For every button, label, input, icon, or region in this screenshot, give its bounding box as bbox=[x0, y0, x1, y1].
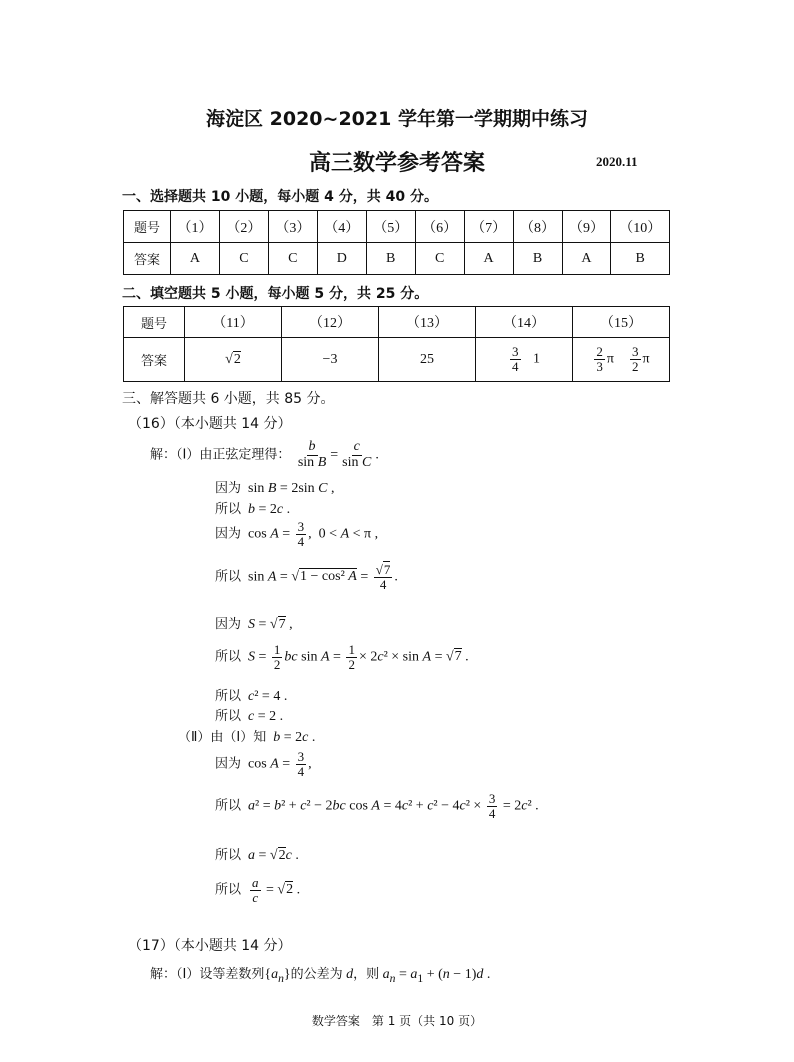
cell-number: （10） bbox=[611, 211, 670, 243]
section1-heading: 一、选择题共 10 小题，每小题 4 分，共 40 分。 bbox=[122, 189, 438, 205]
cell-number: （5） bbox=[366, 211, 415, 243]
q16-part2-line-1: （Ⅱ）由（Ⅰ）知 b = 2c . bbox=[178, 730, 316, 745]
cell-answer-12: −3 bbox=[282, 338, 379, 382]
cell-answer: A bbox=[464, 243, 513, 275]
q16-line-2: 因为 sin B = 2sin C , bbox=[215, 481, 335, 496]
row-label-number: 题号 bbox=[124, 211, 171, 243]
cell-answer: C bbox=[268, 243, 317, 275]
cell-answer-13: 25 bbox=[379, 338, 476, 382]
cell-number: （6） bbox=[415, 211, 464, 243]
cell-answer-15: $\frac{2}{3}$ π $\frac{3}{2}$ π bbox=[573, 338, 670, 382]
cell-number: （8） bbox=[513, 211, 562, 243]
q16-line-1: 解：（Ⅰ）由正弦定理得： $\frac{b}{\text{sin B}}$ = $\frac{c}{\text{sin C}}$ . bbox=[150, 439, 379, 470]
q16-line-5: 所以 sin A = √1 − cos² A = $\frac{√7}{4}$ . bbox=[215, 562, 398, 592]
q16-line-6: 因为 S = √7 , bbox=[215, 617, 293, 632]
q16-line-3: 所以 b = 2c . bbox=[215, 502, 291, 517]
cell-answer: B bbox=[366, 243, 415, 275]
cell-answer: C bbox=[219, 243, 268, 275]
q17-line-1: 解：（Ⅰ）设等差数列$\{a_n\}$的公差为 d，则 $a_n = a_1 + (n - 1)d$ . bbox=[150, 967, 491, 985]
page-title: 海淀区 2020~2021 学年第一学期期中练习 bbox=[206, 108, 588, 130]
cell-answer: B bbox=[513, 243, 562, 275]
q16-part2-line-3: 所以 a² = b² + c² − 2bc cos A = 4c² + c² − 4c² × $\frac{3}{4}$ = 2c² . bbox=[215, 791, 539, 821]
fill-answer-table bbox=[123, 306, 670, 382]
q16-part2-line-2: 因为 cos A = $\frac{3}{4}$ , bbox=[215, 749, 312, 779]
q16-line-7: 所以 S = $\frac{1}{2}$ bc sin A = $\frac{1}{2}$ × 2c² × sin A = √7 . bbox=[215, 642, 469, 672]
cell-number: （7） bbox=[464, 211, 513, 243]
cell-number: （1） bbox=[171, 211, 220, 243]
q16-line-4: 因为 cos A = $\frac{3}{4}$ , 0 < A < π , bbox=[215, 519, 379, 549]
cell-answer: B bbox=[611, 243, 670, 275]
cell-number: （14） bbox=[476, 307, 573, 338]
cell-number: （9） bbox=[562, 211, 611, 243]
q16-part2-line-5: 所以 $\frac{a}{c}$ = √2 . bbox=[215, 875, 301, 905]
cell-number: （2） bbox=[219, 211, 268, 243]
q16-line-9: 所以 c = 2 . bbox=[215, 709, 284, 724]
q17-heading: （17）（本小题共 14 分） bbox=[128, 938, 292, 954]
row-label-answer: 答案 bbox=[124, 338, 185, 382]
cell-answer-11: √2 bbox=[185, 338, 282, 382]
row-label-number: 题号 bbox=[124, 307, 185, 338]
cell-number: （3） bbox=[268, 211, 317, 243]
page-subtitle: 高三数学参考答案 bbox=[308, 151, 485, 176]
date-label: 2020.11 bbox=[596, 154, 638, 169]
section3-heading: 三、解答题共 6 小题，共 85 分。 bbox=[122, 391, 335, 407]
page-footer: 数学答案 第 1 页（共 10 页） bbox=[311, 1014, 483, 1028]
cell-number: （4） bbox=[317, 211, 366, 243]
choice-answer-table bbox=[123, 210, 670, 275]
cell-number: （11） bbox=[185, 307, 282, 338]
cell-answer: A bbox=[171, 243, 220, 275]
q16-heading: （16）（本小题共 14 分） bbox=[128, 416, 292, 432]
cell-number: （13） bbox=[379, 307, 476, 338]
q16-part2-line-4: 所以 a = √2c . bbox=[215, 848, 299, 863]
q16-line-8: 所以 c² = 4 . bbox=[215, 689, 288, 704]
section2-heading: 二、填空题共 5 小题，每小题 5 分，共 25 分。 bbox=[122, 286, 429, 302]
cell-number: （12） bbox=[282, 307, 379, 338]
row-label-answer: 答案 bbox=[124, 243, 171, 275]
cell-answer: A bbox=[562, 243, 611, 275]
cell-number: （15） bbox=[573, 307, 670, 338]
cell-answer-14: $\frac{3}{4}$ 1 bbox=[476, 338, 573, 382]
cell-answer: C bbox=[415, 243, 464, 275]
cell-answer: D bbox=[317, 243, 366, 275]
